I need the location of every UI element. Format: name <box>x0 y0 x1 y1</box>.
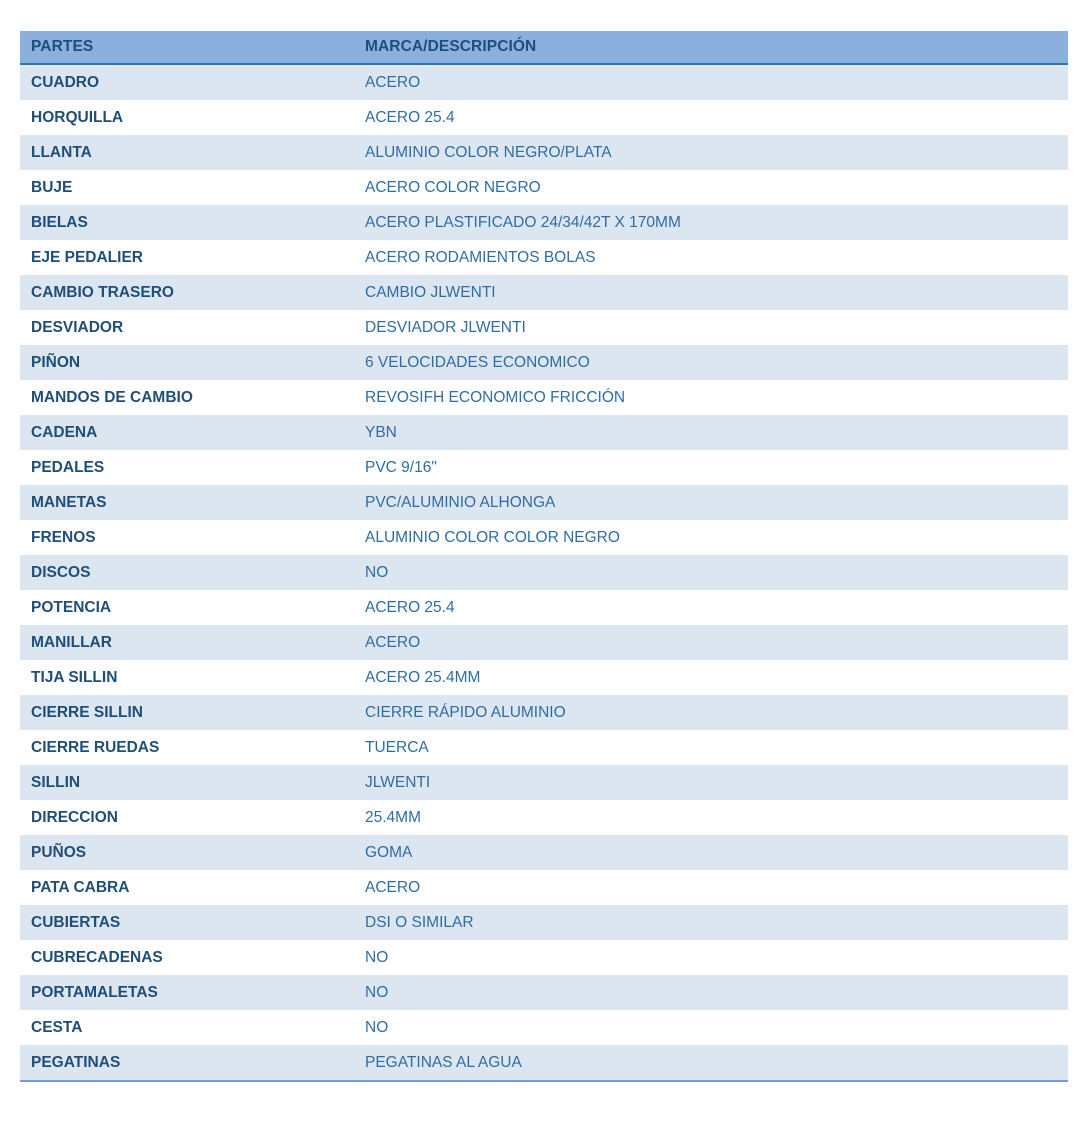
cell-part-name: EJE PEDALIER <box>20 240 354 275</box>
table-row <box>20 870 1068 905</box>
cell-part-description: ACERO 25.4MM <box>354 660 1068 695</box>
cell-part-name: PATA CABRA <box>20 870 354 905</box>
cell-part-name: CAMBIO TRASERO <box>20 275 354 310</box>
table-row <box>20 590 1068 625</box>
table-row <box>20 800 1068 835</box>
table-row <box>20 730 1068 765</box>
cell-part-description: PVC/ALUMINIO ALHONGA <box>354 485 1068 520</box>
cell-part-name: PEDALES <box>20 450 354 485</box>
table-row <box>20 485 1068 520</box>
table-row <box>20 345 1068 380</box>
cell-part-name: MANETAS <box>20 485 354 520</box>
table-row <box>20 170 1068 205</box>
table-row <box>20 765 1068 800</box>
cell-part-name: CIERRE RUEDAS <box>20 730 354 765</box>
cell-part-description: ACERO <box>354 870 1068 905</box>
cell-part-description: DESVIADOR JLWENTI <box>354 310 1068 345</box>
bicycle-specification-table <box>20 31 1068 1082</box>
cell-part-description: JLWENTI <box>354 765 1068 800</box>
cell-part-name: DESVIADOR <box>20 310 354 345</box>
cell-part-description: 6 VELOCIDADES ECONOMICO <box>354 345 1068 380</box>
table-row <box>20 135 1068 170</box>
column-header-marca-descripcion: MARCA/DESCRIPCIÓN <box>354 31 1068 64</box>
cell-part-name: PEGATINAS <box>20 1045 354 1081</box>
table-header <box>20 31 1068 64</box>
table-row <box>20 1010 1068 1045</box>
table-row <box>20 1045 1068 1081</box>
cell-part-description: TUERCA <box>354 730 1068 765</box>
cell-part-name: BIELAS <box>20 205 354 240</box>
table-row <box>20 905 1068 940</box>
table-row <box>20 625 1068 660</box>
table-row <box>20 520 1068 555</box>
cell-part-description: ACERO <box>354 625 1068 660</box>
cell-part-name: MANILLAR <box>20 625 354 660</box>
cell-part-description: ALUMINIO COLOR NEGRO/PLATA <box>354 135 1068 170</box>
cell-part-description: ALUMINIO COLOR COLOR NEGRO <box>354 520 1068 555</box>
cell-part-description: NO <box>354 940 1068 975</box>
table-row <box>20 100 1068 135</box>
cell-part-name: TIJA SILLIN <box>20 660 354 695</box>
cell-part-description: YBN <box>354 415 1068 450</box>
cell-part-name: FRENOS <box>20 520 354 555</box>
table-row <box>20 415 1068 450</box>
cell-part-description: 25.4MM <box>354 800 1068 835</box>
cell-part-name: BUJE <box>20 170 354 205</box>
cell-part-description: NO <box>354 975 1068 1010</box>
cell-part-name: MANDOS DE CAMBIO <box>20 380 354 415</box>
cell-part-description: DSI O SIMILAR <box>354 905 1068 940</box>
cell-part-name: CUBRECADENAS <box>20 940 354 975</box>
cell-part-name: HORQUILLA <box>20 100 354 135</box>
cell-part-description: PEGATINAS AL AGUA <box>354 1045 1068 1081</box>
cell-part-description: REVOSIFH ECONOMICO FRICCIÓN <box>354 380 1068 415</box>
cell-part-description: ACERO RODAMIENTOS BOLAS <box>354 240 1068 275</box>
table-row <box>20 450 1068 485</box>
cell-part-name: PUÑOS <box>20 835 354 870</box>
table-row <box>20 835 1068 870</box>
cell-part-description: ACERO 25.4 <box>354 100 1068 135</box>
cell-part-description: NO <box>354 555 1068 590</box>
cell-part-name: CUADRO <box>20 64 354 100</box>
table-header-row <box>20 31 1068 64</box>
cell-part-description: GOMA <box>354 835 1068 870</box>
cell-part-description: PVC 9/16" <box>354 450 1068 485</box>
table-row <box>20 205 1068 240</box>
cell-part-name: CADENA <box>20 415 354 450</box>
table-row <box>20 555 1068 590</box>
cell-part-description: NO <box>354 1010 1068 1045</box>
table-row <box>20 695 1068 730</box>
cell-part-name: CUBIERTAS <box>20 905 354 940</box>
cell-part-description: CAMBIO JLWENTI <box>354 275 1068 310</box>
cell-part-name: CIERRE SILLIN <box>20 695 354 730</box>
cell-part-description: ACERO 25.4 <box>354 590 1068 625</box>
cell-part-name: PORTAMALETAS <box>20 975 354 1010</box>
table-body <box>20 64 1068 1081</box>
table-row <box>20 660 1068 695</box>
table-row <box>20 975 1068 1010</box>
cell-part-name: DISCOS <box>20 555 354 590</box>
cell-part-description: ACERO PLASTIFICADO 24/34/42T X 170MM <box>354 205 1068 240</box>
cell-part-name: DIRECCION <box>20 800 354 835</box>
table-row <box>20 240 1068 275</box>
table-row <box>20 380 1068 415</box>
table-row <box>20 310 1068 345</box>
cell-part-name: POTENCIA <box>20 590 354 625</box>
table-row <box>20 275 1068 310</box>
cell-part-name: CESTA <box>20 1010 354 1045</box>
table-row <box>20 64 1068 100</box>
cell-part-name: SILLIN <box>20 765 354 800</box>
table-row <box>20 940 1068 975</box>
column-header-partes: PARTES <box>20 31 354 64</box>
cell-part-name: LLANTA <box>20 135 354 170</box>
cell-part-name: PIÑON <box>20 345 354 380</box>
cell-part-description: CIERRE RÁPIDO ALUMINIO <box>354 695 1068 730</box>
cell-part-description: ACERO <box>354 64 1068 100</box>
cell-part-description: ACERO COLOR NEGRO <box>354 170 1068 205</box>
